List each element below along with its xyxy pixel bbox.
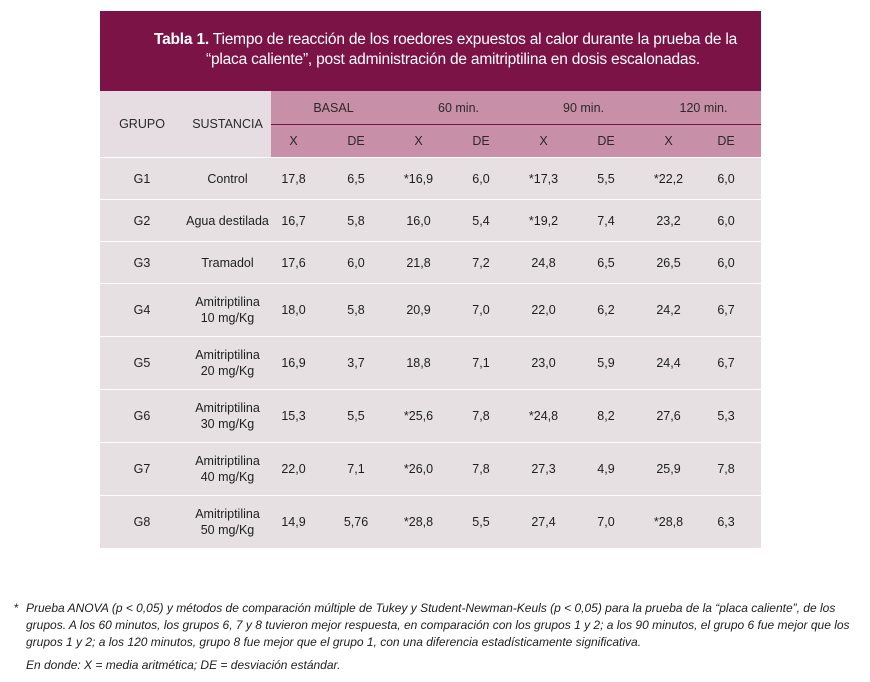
table-caption [100,11,761,91]
table-row [100,496,761,549]
cell-value: 5,8 [316,284,396,337]
cell-sustancia [184,496,271,549]
data-table [100,11,761,548]
cell-value: 6,7 [691,337,761,390]
cell-value: *22,2 [646,158,691,200]
cell-value: 17,6 [271,242,316,284]
cell-value: *28,8 [646,496,691,549]
cell-value: 7,8 [441,390,521,443]
header-grupo: GRUPO [100,91,184,158]
cell-value: 16,7 [271,200,316,242]
cell-sustancia: Agua destilada [184,200,271,242]
cell-value: *19,2 [521,200,566,242]
cell-value: 21,8 [396,242,441,284]
sustancia-dose: 40 mg/Kg [200,470,255,484]
cell-value: 6,7 [691,284,761,337]
cell-value: 7,8 [691,443,761,496]
cell-grupo: G6 [100,390,184,443]
cell-value: 27,6 [646,390,691,443]
cell-value: 22,0 [521,284,566,337]
cell-value: *24,8 [521,390,566,443]
cell-value: 17,8 [271,158,316,200]
sustancia-dose: 20 mg/Kg [200,364,255,378]
header-x: X [396,125,441,158]
cell-value: 3,7 [316,337,396,390]
cell-value: 27,3 [521,443,566,496]
cell-value: 24,8 [521,242,566,284]
header-sustancia: SUSTANCIA [184,91,271,158]
cell-value: 7,4 [566,200,646,242]
cell-value: 24,2 [646,284,691,337]
table-row [100,337,761,390]
cell-value: 8,2 [566,390,646,443]
sustancia-name: Amitriptilina [195,295,260,309]
header-de: DE [316,125,396,158]
caption-label: Tabla 1. [154,31,209,48]
cell-value: 6,0 [441,158,521,200]
header-row-periods [100,91,761,125]
cell-value: 6,2 [566,284,646,337]
header-de: DE [441,125,521,158]
cell-value: 7,0 [441,284,521,337]
cell-value: 7,8 [441,443,521,496]
header-period-basal: BASAL [271,91,396,125]
cell-value: 26,5 [646,242,691,284]
cell-value: 5,76 [316,496,396,549]
cell-value: 7,1 [316,443,396,496]
cell-sustancia: Control [184,158,271,200]
footnote-marker: * [14,601,19,615]
cell-grupo: G1 [100,158,184,200]
caption-line2: “placa caliente”, post administración de amitriptilina en dosis escalonadas. [206,51,700,68]
cell-value: 15,3 [271,390,316,443]
cell-grupo: G2 [100,200,184,242]
cell-sustancia [184,443,271,496]
sustancia-dose: 10 mg/Kg [200,311,255,325]
table-row [100,284,761,337]
cell-value: *26,0 [396,443,441,496]
cell-value: 6,5 [566,242,646,284]
header-period-120: 120 min. [646,91,761,125]
table-row [100,443,761,496]
footnote-text: Prueba ANOVA (p < 0,05) y métodos de comparación múltiple de Tukey y Student-Newman-Keuls (p < 0,05) para la prueba de la “placa caliente”, de los grupos. A los 60 minutos, los grupos 6, 7 y 8 tuvieron mejor respuesta, en comparación con los grupos 1 y 2; a los 90 minutos, el grupo 6 fue mejor que los grupos 1 y 2; a los 120 minutos, grupo 8 fue mejor que el grupo 1, con una diferencia estadísticamente significativa. [26,601,850,649]
cell-grupo: G4 [100,284,184,337]
cell-value: 6,0 [691,200,761,242]
cell-sustancia: Tramadol [184,242,271,284]
cell-sustancia [184,284,271,337]
table-row [100,242,761,284]
cell-value: 5,5 [441,496,521,549]
cell-value: 25,9 [646,443,691,496]
cell-value: 6,0 [316,242,396,284]
sustancia-name: Amitriptilina [195,507,260,521]
cell-value: 18,0 [271,284,316,337]
cell-value: 27,4 [521,496,566,549]
header-de: DE [566,125,646,158]
cell-grupo: G8 [100,496,184,549]
cell-value: *25,6 [396,390,441,443]
cell-value: 22,0 [271,443,316,496]
cell-value: 23,0 [521,337,566,390]
header-x: X [646,125,691,158]
cell-grupo: G3 [100,242,184,284]
cell-value: 5,9 [566,337,646,390]
cell-value: *28,8 [396,496,441,549]
cell-grupo: G5 [100,337,184,390]
cell-value: 16,9 [271,337,316,390]
cell-value: 5,5 [316,390,396,443]
cell-grupo: G7 [100,443,184,496]
cell-value: 14,9 [271,496,316,549]
cell-value: 16,0 [396,200,441,242]
header-period-90: 90 min. [521,91,646,125]
header-de: DE [691,125,761,158]
cell-value: 5,8 [316,200,396,242]
cell-sustancia [184,390,271,443]
cell-value: 6,0 [691,242,761,284]
cell-value: 5,5 [566,158,646,200]
sustancia-dose: 30 mg/Kg [200,417,255,431]
cell-value: 5,3 [691,390,761,443]
cell-sustancia [184,337,271,390]
cell-value: 24,4 [646,337,691,390]
table-row [100,390,761,443]
header-period-60: 60 min. [396,91,521,125]
header-x: X [521,125,566,158]
cell-value: 4,9 [566,443,646,496]
table-row [100,200,761,242]
header-x: X [271,125,316,158]
cell-value: 5,4 [441,200,521,242]
cell-value: 6,3 [691,496,761,549]
sustancia-dose: 50 mg/Kg [200,523,255,537]
cell-value: 7,1 [441,337,521,390]
table-footnotes [14,600,859,674]
sustancia-name: Amitriptilina [195,401,260,415]
cell-value: *17,3 [521,158,566,200]
footnote-definitions: En donde: X = media aritmética; DE = desviación estándar. [26,658,341,672]
caption-line1: Tiempo de reacción de los roedores expuestos al calor durante la prueba de la [212,31,738,48]
cell-value: 6,0 [691,158,761,200]
cell-value: *16,9 [396,158,441,200]
results-table [100,91,761,548]
cell-value: 7,0 [566,496,646,549]
cell-value: 6,5 [316,158,396,200]
cell-value: 18,8 [396,337,441,390]
sustancia-name: Amitriptilina [195,348,260,362]
table-row [100,158,761,200]
sustancia-name: Amitriptilina [195,454,260,468]
cell-value: 23,2 [646,200,691,242]
cell-value: 7,2 [441,242,521,284]
cell-value: 20,9 [396,284,441,337]
